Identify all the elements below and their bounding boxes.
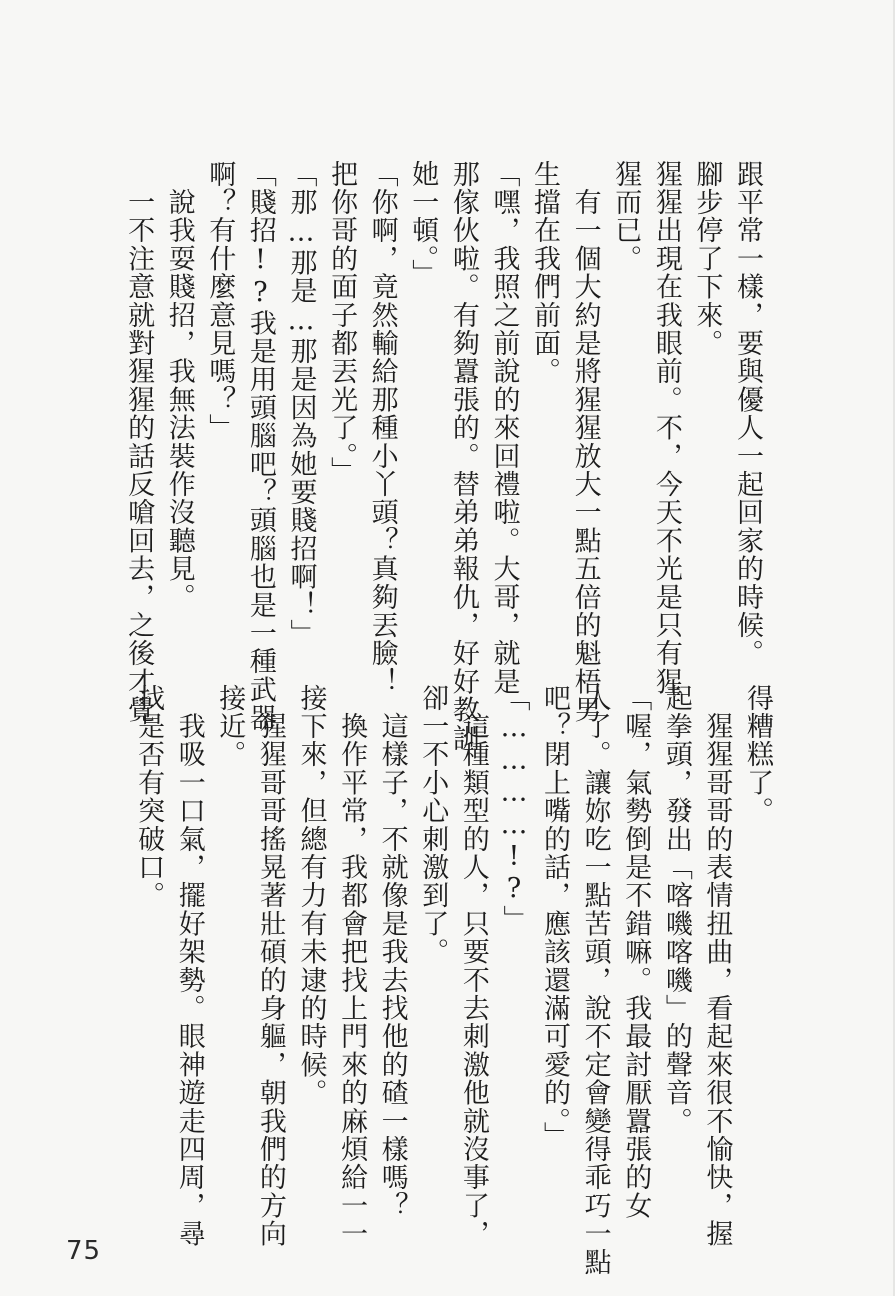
text-column: 猩猩出現在我眼前。不，今天不光是只有猩 <box>650 160 682 696</box>
text-column: 猩猩哥哥的表情扭曲，看起來很不愉快，握 <box>701 684 733 1248</box>
text-block-bottom <box>128 684 778 1277</box>
text-column: 接下來，但總有力有未逮的時候。 <box>295 684 327 1107</box>
text-column: 「賤招!?我是用頭腦吧？頭腦也是一種武器 <box>244 160 276 732</box>
text-column: 一不注意就對猩猩的話反嗆回去，之後才覺 <box>123 160 155 724</box>
text-column: 「喔，氣勢倒是不錯嘛。我最討厭囂張的女 <box>620 684 652 1220</box>
text-column: 腳步停了下來。 <box>691 160 723 358</box>
text-column: 換作平常，我都會把找上門來的麻煩給一一 <box>336 684 368 1248</box>
text-column: 「嘿，我照之前說的來回禮啦。大哥，就是 <box>488 160 520 696</box>
text-column: 接近。 <box>214 684 246 769</box>
text-column: 「你啊，竟然輸給那種小丫頭？真夠丟臉！ <box>366 160 398 696</box>
text-column: 說我耍賤招，我無法裝作沒聽見。 <box>163 160 195 612</box>
text-column: 猩而已。 <box>610 160 642 273</box>
text-column: 把你哥的面子都丟光了。」 <box>326 160 358 485</box>
text-column: 找是否有突破口。 <box>133 684 165 910</box>
text-column: 我吸一口氣，擺好架勢。眼神遊走四周，尋 <box>173 684 205 1248</box>
text-column: 人了。讓妳吃一點苦頭，說不定會變得乖巧一點 <box>579 684 611 1277</box>
text-column: 「那…那是…那是因為她要賤招啊！」 <box>285 160 317 648</box>
text-column: 那傢伙啦。有夠囂張的。替弟弟報仇，好好教訓 <box>447 160 479 753</box>
text-column: 這樣子，不就像是我去找他的碴一樣嗎？ <box>376 684 408 1220</box>
text-column: 這種類型的人，只要不去刺激他就沒事了， <box>457 684 489 1248</box>
text-column: 「…………!?」 <box>498 684 530 934</box>
text-column: 猩猩哥哥搖晃著壯碩的身軀，朝我們的方向 <box>254 684 286 1248</box>
text-column: 起拳頭，發出「喀嘰喀嘰」的聲音。 <box>660 684 692 1136</box>
text-column: 有一個大約是將猩猩放大一點五倍的魁梧男 <box>569 160 601 724</box>
text-column: 生擋在我們前面。 <box>529 160 561 386</box>
text-column: 吧？閉上嘴的話，應該還滿可愛的。」 <box>539 684 571 1150</box>
text-column: 跟平常一樣，要與優人一起回家的時候。 <box>732 160 763 668</box>
text-column: 啊？有什麼意見嗎？」 <box>204 160 236 442</box>
text-column: 她一頓。」 <box>407 160 439 288</box>
text-column: 得糟糕了。 <box>742 684 773 825</box>
text-column: 卻一不小心刺激到了。 <box>417 684 449 966</box>
page-number: 75 <box>66 1236 102 1266</box>
